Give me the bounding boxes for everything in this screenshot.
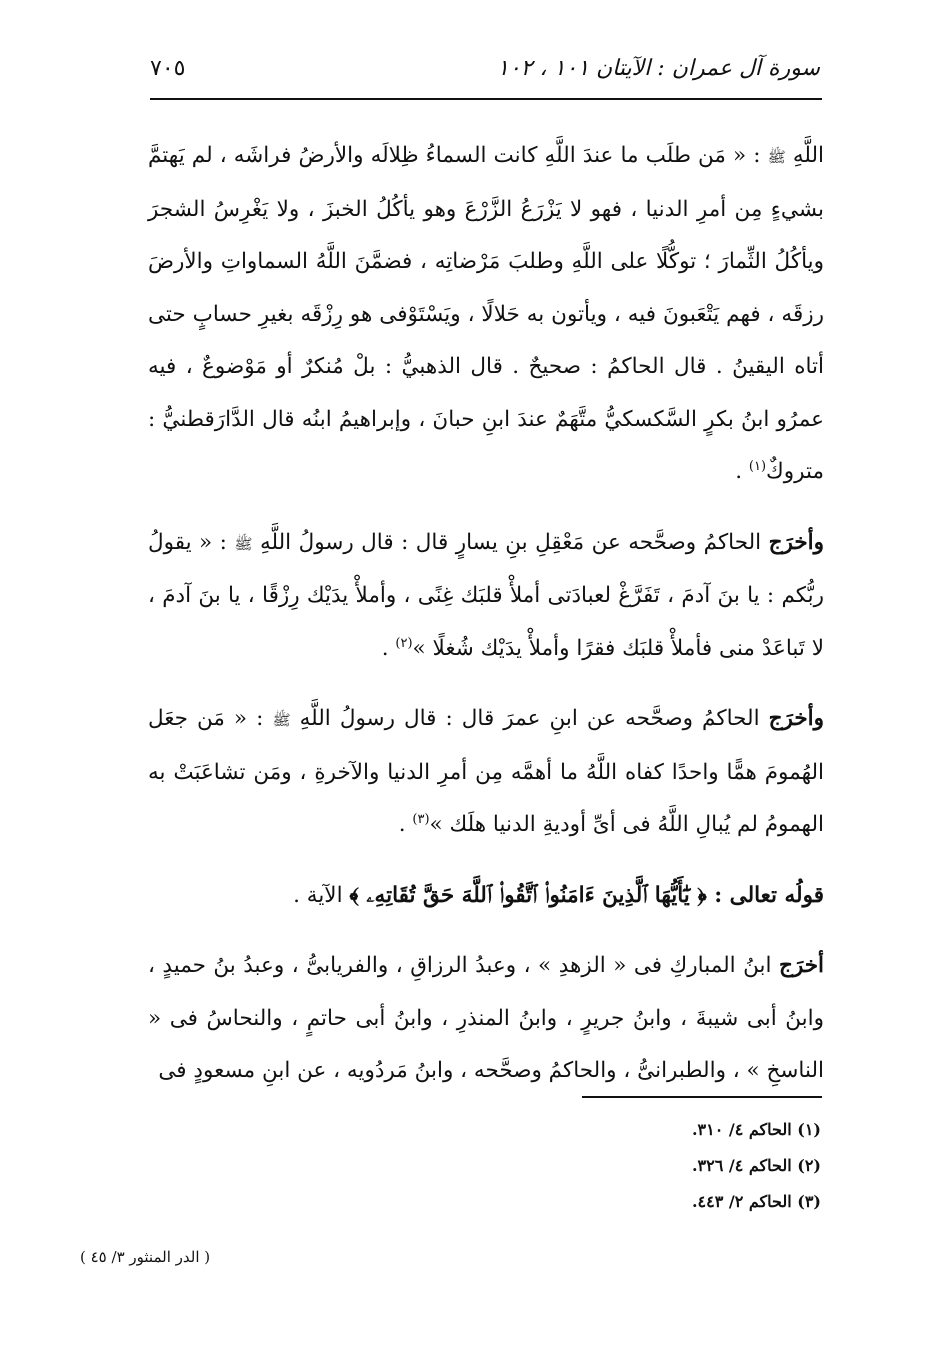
paragraph-3 — [148, 693, 824, 852]
footnote-3: (٣) الحاكم ٢/ ٤٤٣. — [691, 1192, 821, 1211]
paragraph-text: ابنُ المباركِ فى « الزهدِ » ، وعبدُ الرزاقِ ، والفريابىُّ ، وعبدُ بنُ حميدٍ ، وابنُ أبى شيبةَ ، وابنُ جريرٍ ، وابنُ المنذرِ ، وابنُ أبى حاتمٍ ، والنحاسُ فى « الناسخِ » ، والطبرانىُّ ، والحاكمُ وصحَّحه ، وابنُ مَردُويه ، عن ابنِ مسعودٍ فى — [148, 953, 824, 1083]
paragraph-text: : « مَن جعَل الهُمومَ همًّا واحدًا كفاه اللَّهُ ما أهمَّه مِن أمرِ الدنيا والآخرةِ ، ومَن تشاعَبَتْ به الهمومُ لم يُبالِ اللَّهُ فى أىِّ أوديةِ الدنيا هلَك » — [148, 706, 824, 837]
running-title: سورة آل عمران : الآيتان ١٠١ ، ١٠٢ — [497, 56, 820, 81]
footnote-1: (١) الحاكم ٤/ ٣١٠. — [691, 1120, 821, 1139]
page-number: ٧٠٥ — [150, 56, 186, 81]
ayah-heading-paragraph — [148, 870, 824, 923]
paragraph-lead: أخرَج — [778, 953, 824, 978]
paragraph-text: : « مَن طلَب ما عندَ اللَّهِ كانت السماءُ ظِلالَه والأرضُ فراشَه ، لم يَهتمَّ بشيءٍ مِن أمرِ الدنيا ، فهو لا يَزْرَعُ الزَّرْعَ وهو يأكُلُ الخبزَ ، ولا يَغْرِسُ الشجرَ ويأكُلُ الثِّمارَ ؛ توكُّلًا على اللَّهِ وطلبَ مَرْضاتِه ، فضمَّنَ اللَّهُ السماواتِ والأرضَ رزقَه ، فهم يَتْعَبونَ فيه ، ويأتون به حَلالًا ، ويَسْتَوْفى هو رِزْقَه بغيرِ حسابٍ حتى أتاه اليقينُ . قال الحاكمُ : صحيحٌ . قال الذهبيُّ : بلْ مُنكرٌ أو مَوْضوعٌ ، فيه عمرُو ابنُ بكرٍ السَّكسكيُّ متَّهَمٌ عندَ ابنِ حبانَ ، وإبراهيمُ ابنُه قال الدَّارَقطنيُّ : متروكٌ — [148, 143, 824, 484]
paragraph-text: اللَّهِ — [785, 143, 824, 168]
salawat-glyph: ﷺ — [234, 534, 253, 553]
ayah-heading: قولُه تعالى : ﴿ يَٰٓأَيُّهَا ٱلَّذِينَ ءَامَنُوا۟ ٱتَّقُوا۟ ٱللَّهَ حَقَّ تُقَاتِهِۦ ﴾ — [349, 882, 824, 908]
main-text — [148, 130, 824, 1098]
paragraph-text: : « يقولُ ربُّكم : يا بنَ آدمَ ، تَفَرَّغْ لعبادَتى أملأْ قلبَك غِنًى ، وأملأْ يدَيْك رِزْقًا ، يا بنَ آدمَ ، لا تَباعَدْ منى فأملأْ قلبَك فقرًا وأملأْ يدَيْك شُغلًا » — [148, 529, 824, 661]
paragraph-end: . — [735, 459, 749, 484]
paragraph-1 — [148, 130, 824, 499]
source-reference: ( الدر المنثور ٣/ ٤٥ ) — [80, 1248, 211, 1266]
footnote-ref-3[interactable]: (٣) — [412, 811, 430, 827]
paragraph-2 — [148, 517, 824, 676]
ayah-tail: الآية . — [293, 882, 350, 908]
paragraph-text: الحاكمُ وصحَّحه عن ابنِ عمرَ قال : قال رسولُ اللَّهِ — [290, 706, 769, 731]
footnote-2: (٢) الحاكم ٤/ ٣٢٦. — [691, 1156, 821, 1175]
paragraph-lead: وأخرَج — [768, 706, 824, 731]
footnote-ref-2[interactable]: (٢) — [395, 635, 413, 651]
salawat-glyph: ﷺ — [272, 711, 291, 729]
header-divider — [150, 98, 822, 100]
salawat-glyph: ﷺ — [767, 148, 786, 166]
footnote-divider — [582, 1096, 822, 1098]
paragraph-text: الحاكمُ وصحَّحه عن مَعْقِلِ بنِ يسارٍ قال : قال رسولُ اللَّهِ — [252, 529, 769, 555]
page-header — [150, 50, 820, 94]
paragraph-5 — [148, 940, 824, 1098]
paragraph-end: . — [398, 812, 413, 837]
footnote-ref-1[interactable]: (١) — [748, 458, 767, 474]
paragraph-end: . — [381, 635, 396, 661]
paragraph-lead: وأخرَج — [768, 529, 824, 555]
footnotes — [421, 1112, 821, 1220]
